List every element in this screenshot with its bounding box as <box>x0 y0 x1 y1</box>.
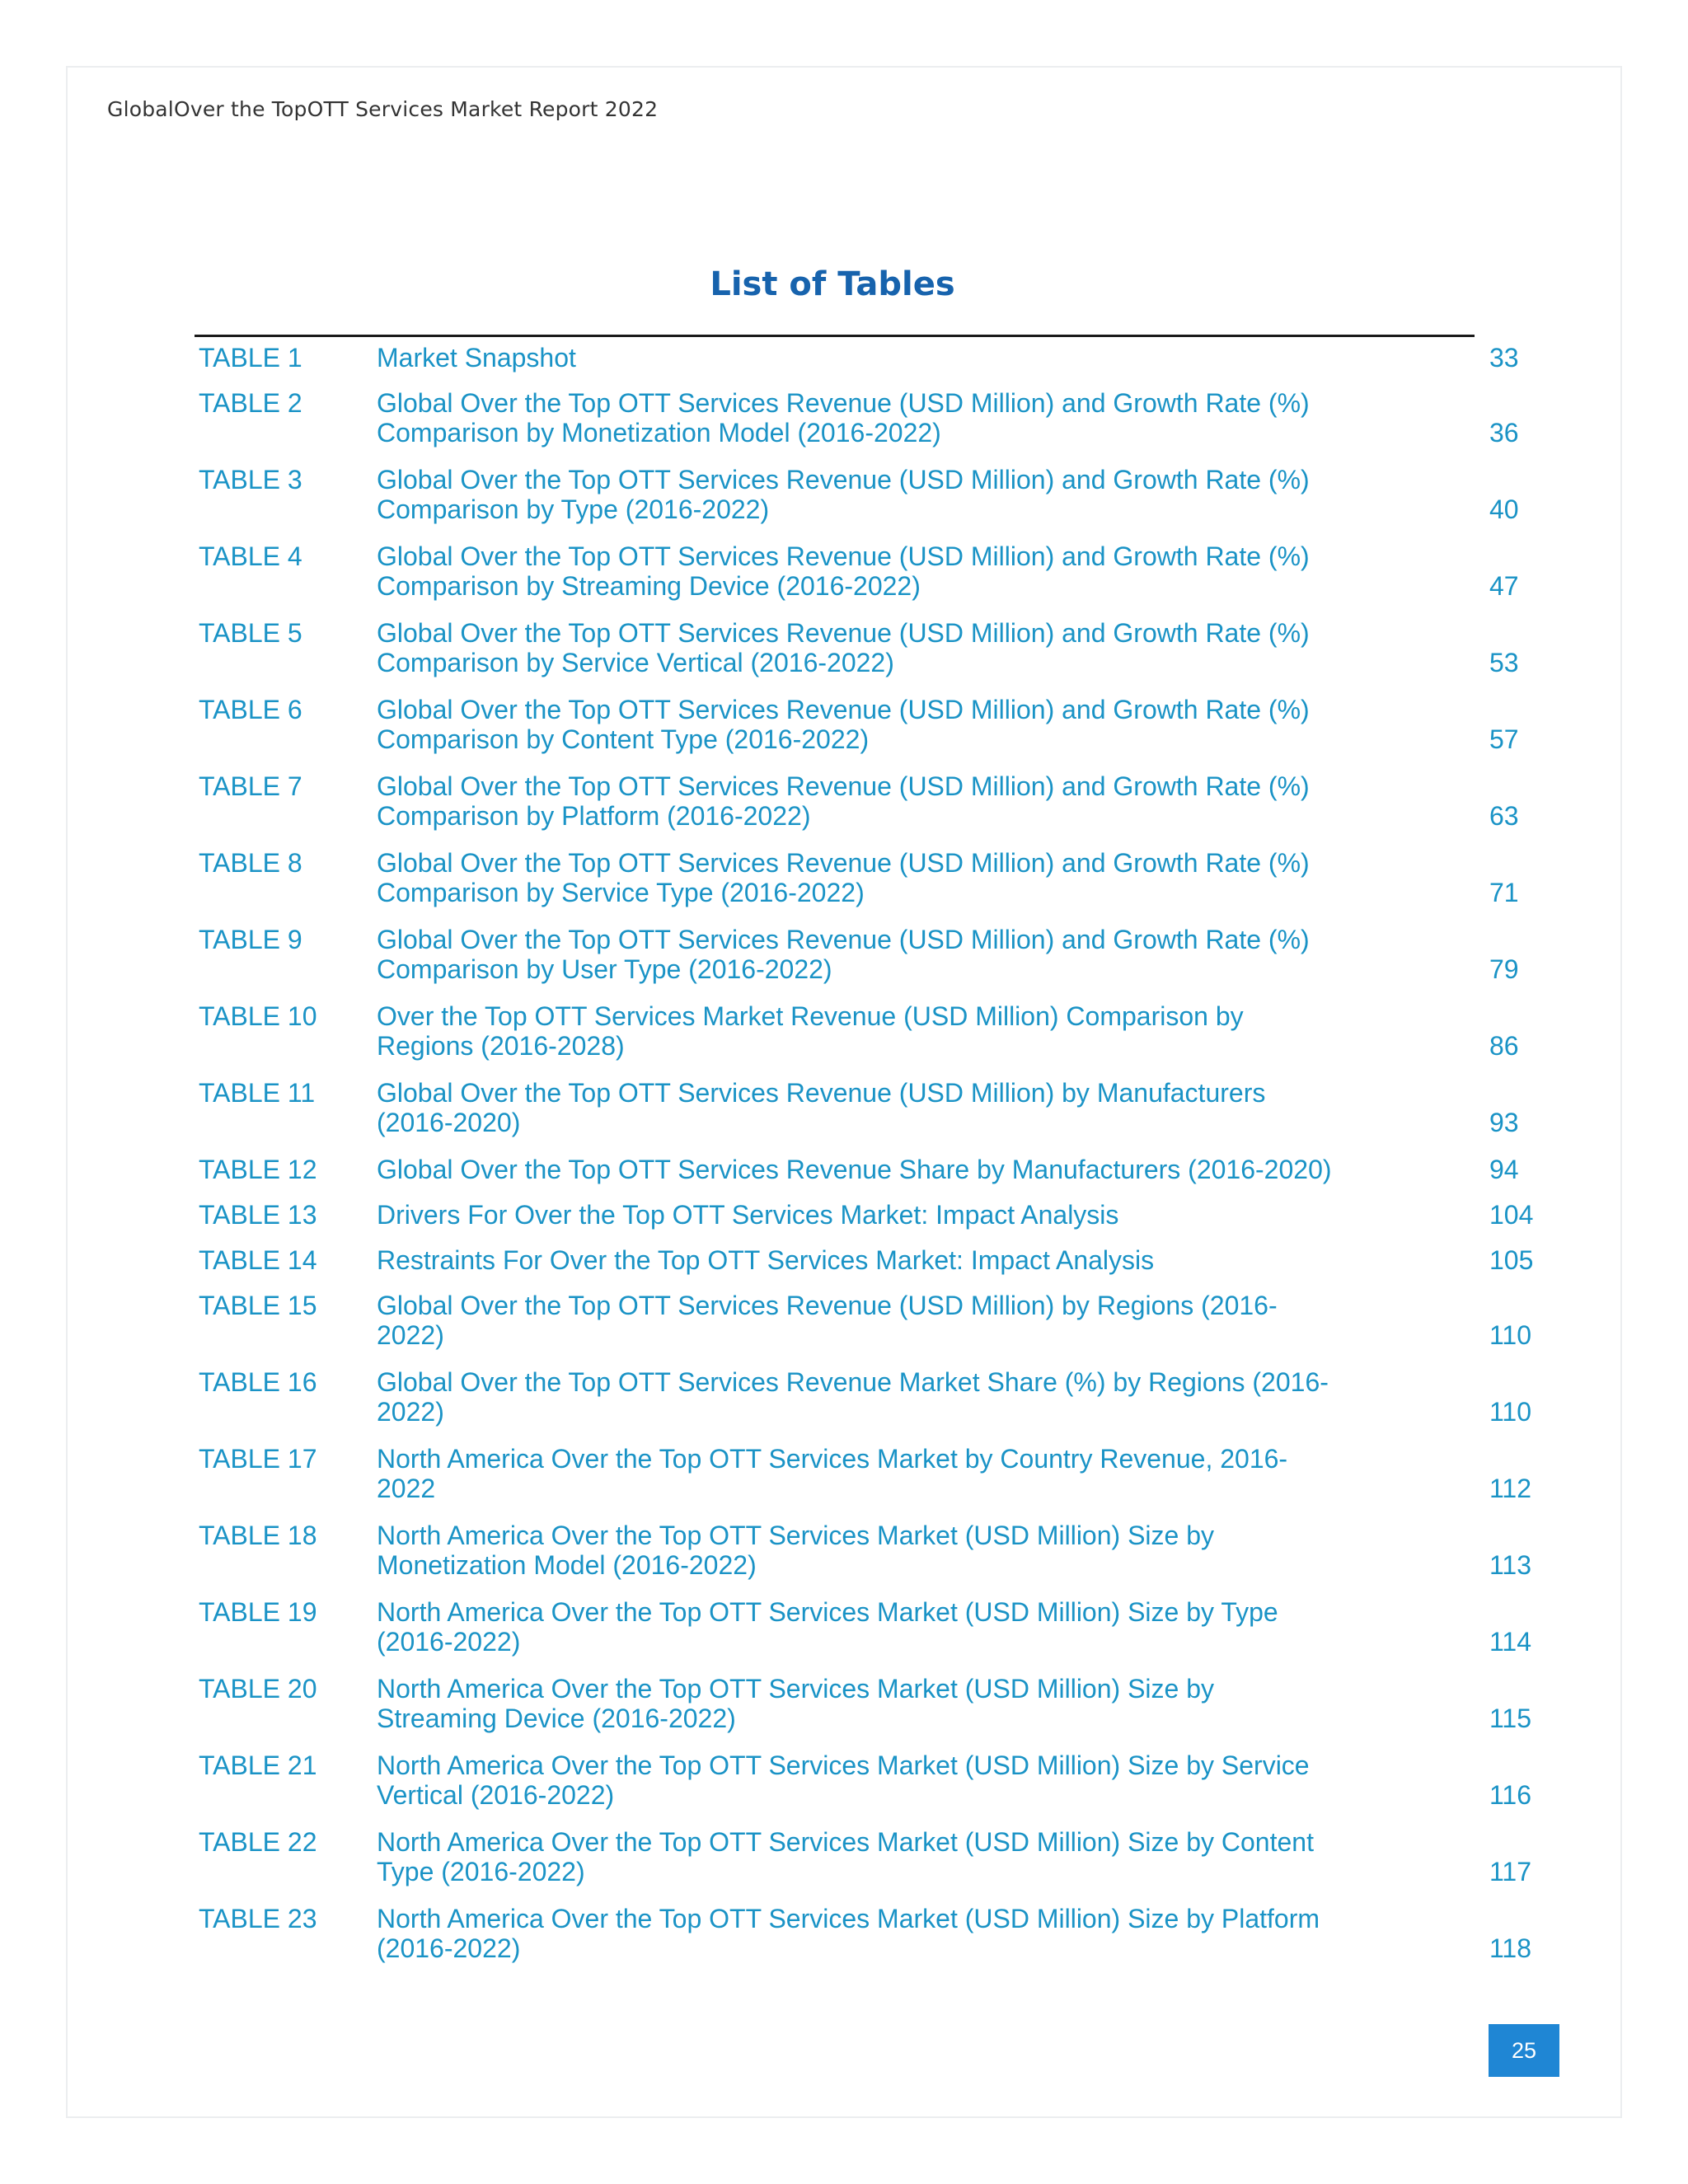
toc-entry-3[interactable] <box>0 465 1688 524</box>
toc-page-number: 113 <box>1489 1550 1532 1580</box>
toc-label: TABLE 7 <box>199 771 302 801</box>
toc-page-number: 36 <box>1489 418 1519 448</box>
toc-entry-8[interactable] <box>0 848 1688 907</box>
toc-entry-14[interactable] <box>0 1245 1688 1275</box>
toc-description: Global Over the Top OTT Services Revenue (USD Million) by Manufacturers (2016-2020) <box>377 1078 1266 1137</box>
toc-description: North America Over the Top OTT Services Market (USD Million) Size by Streaming Device (2016-2022) <box>377 1674 1214 1733</box>
toc-entry-11[interactable] <box>0 1078 1688 1137</box>
toc-entry-13[interactable] <box>0 1200 1688 1230</box>
toc-description: North America Over the Top OTT Services Market (USD Million) Size by Content Type (2016-2022) <box>377 1827 1314 1886</box>
toc-entry-5[interactable] <box>0 618 1688 677</box>
toc-entry-16[interactable] <box>0 1367 1688 1427</box>
toc-label: TABLE 4 <box>199 541 302 571</box>
toc-label: TABLE 10 <box>199 1001 317 1031</box>
toc-page-number: 40 <box>1489 494 1519 524</box>
toc-entry-10[interactable] <box>0 1001 1688 1061</box>
toc-description: North America Over the Top OTT Services Market (USD Million) Size by Service Vertical (2016-2022) <box>377 1750 1310 1810</box>
running-header: GlobalOver the TopOTT Services Market Report 2022 <box>107 97 659 121</box>
toc-entry-20[interactable] <box>0 1674 1688 1733</box>
toc-label: TABLE 19 <box>199 1597 317 1627</box>
toc-page-number: 105 <box>1489 1245 1534 1275</box>
toc-page-number: 117 <box>1489 1857 1532 1886</box>
toc-entry-9[interactable] <box>0 925 1688 984</box>
toc-page-number: 118 <box>1489 1933 1532 1963</box>
toc-label: TABLE 6 <box>199 695 302 724</box>
toc-entry-6[interactable] <box>0 695 1688 754</box>
toc-entry-23[interactable] <box>0 1904 1688 1963</box>
toc-page-number: 33 <box>1489 343 1519 373</box>
toc-page-number: 47 <box>1489 571 1519 601</box>
page-title: List of Tables <box>710 265 955 303</box>
toc-description: Restraints For Over the Top OTT Services Market: Impact Analysis <box>377 1245 1155 1275</box>
toc-page-number: 110 <box>1489 1320 1532 1350</box>
toc-entry-22[interactable] <box>0 1827 1688 1886</box>
toc-description: Drivers For Over the Top OTT Services Market: Impact Analysis <box>377 1200 1119 1230</box>
toc-label: TABLE 13 <box>199 1200 317 1230</box>
toc-label: TABLE 14 <box>199 1245 317 1275</box>
toc-label: TABLE 1 <box>199 343 302 373</box>
toc-entry-17[interactable] <box>0 1444 1688 1503</box>
toc-label: TABLE 21 <box>199 1750 317 1780</box>
toc-page-number: 110 <box>1489 1397 1532 1427</box>
toc-description: Over the Top OTT Services Market Revenue (USD Million) Comparison by Regions (2016-2028) <box>377 1001 1244 1061</box>
toc-description: Market Snapshot <box>377 343 576 373</box>
toc-description: Global Over the Top OTT Services Revenue (USD Million) and Growth Rate (%) Comparison by Service Vertical (2016-2022) <box>377 618 1310 677</box>
toc-label: TABLE 11 <box>199 1078 316 1108</box>
toc-description: North America Over the Top OTT Services Market (USD Million) Size by Platform (2016-2022) <box>377 1904 1320 1963</box>
toc-label: TABLE 9 <box>199 925 302 954</box>
toc-description: Global Over the Top OTT Services Revenue Share by Manufacturers (2016-2020) <box>377 1155 1332 1184</box>
toc-page-number: 112 <box>1489 1474 1532 1503</box>
toc-page-number: 93 <box>1489 1108 1519 1137</box>
toc-label: TABLE 20 <box>199 1674 317 1704</box>
toc-description: Global Over the Top OTT Services Revenue (USD Million) and Growth Rate (%) Comparison by Content Type (2016-2022) <box>377 695 1310 754</box>
toc-label: TABLE 16 <box>199 1367 317 1397</box>
toc-entry-7[interactable] <box>0 771 1688 831</box>
toc-description: Global Over the Top OTT Services Revenue (USD Million) and Growth Rate (%) Comparison by Monetization Model (2016-2022) <box>377 388 1310 448</box>
toc-entry-18[interactable] <box>0 1521 1688 1580</box>
toc-label: TABLE 17 <box>199 1444 317 1474</box>
toc-page-number: 115 <box>1489 1704 1532 1733</box>
toc-page-number: 53 <box>1489 648 1519 677</box>
toc-label: TABLE 3 <box>199 465 302 494</box>
toc-entry-2[interactable] <box>0 388 1688 448</box>
toc-page-number: 79 <box>1489 954 1519 984</box>
toc-page-number: 116 <box>1489 1780 1532 1810</box>
toc-entry-12[interactable] <box>0 1155 1688 1184</box>
toc-label: TABLE 23 <box>199 1904 317 1933</box>
toc-entry-19[interactable] <box>0 1597 1688 1657</box>
page-number-badge: 25 <box>1489 2024 1559 2077</box>
toc-page-number: 104 <box>1489 1200 1534 1230</box>
toc-label: TABLE 5 <box>199 618 302 648</box>
toc-page-number: 94 <box>1489 1155 1519 1184</box>
toc-label: TABLE 15 <box>199 1291 317 1320</box>
toc-label: TABLE 2 <box>199 388 302 418</box>
toc-description: Global Over the Top OTT Services Revenue Market Share (%) by Regions (2016- 2022) <box>377 1367 1329 1427</box>
toc-description: Global Over the Top OTT Services Revenue (USD Million) by Regions (2016- 2022) <box>377 1291 1278 1350</box>
toc-label: TABLE 8 <box>199 848 302 878</box>
toc-page-number: 57 <box>1489 724 1519 754</box>
toc-page-number: 114 <box>1489 1627 1532 1657</box>
toc-label: TABLE 12 <box>199 1155 317 1184</box>
toc-description: Global Over the Top OTT Services Revenue (USD Million) and Growth Rate (%) Comparison by User Type (2016-2022) <box>377 925 1310 984</box>
toc-entry-15[interactable] <box>0 1291 1688 1350</box>
toc-page-number: 86 <box>1489 1031 1519 1061</box>
toc-page-number: 71 <box>1489 878 1519 907</box>
toc-description: North America Over the Top OTT Services Market (USD Million) Size by Type (2016-2022) <box>377 1597 1278 1657</box>
toc-entry-21[interactable] <box>0 1750 1688 1810</box>
toc-description: Global Over the Top OTT Services Revenue (USD Million) and Growth Rate (%) Comparison by Streaming Device (2016-2022) <box>377 541 1310 601</box>
toc-entry-1[interactable] <box>0 343 1688 373</box>
toc-entry-4[interactable] <box>0 541 1688 601</box>
toc-description: North America Over the Top OTT Services Market (USD Million) Size by Monetization Model (2016-2022) <box>377 1521 1214 1580</box>
toc-description: North America Over the Top OTT Services Market by Country Revenue, 2016- 2022 <box>377 1444 1288 1503</box>
toc-label: TABLE 22 <box>199 1827 317 1857</box>
toc-label: TABLE 18 <box>199 1521 317 1550</box>
toc-description: Global Over the Top OTT Services Revenue (USD Million) and Growth Rate (%) Comparison by Type (2016-2022) <box>377 465 1310 524</box>
toc-page-number: 63 <box>1489 801 1519 831</box>
toc-description: Global Over the Top OTT Services Revenue (USD Million) and Growth Rate (%) Comparison by Platform (2016-2022) <box>377 771 1310 831</box>
title-rule <box>195 335 1475 337</box>
toc-description: Global Over the Top OTT Services Revenue (USD Million) and Growth Rate (%) Comparison by Service Type (2016-2022) <box>377 848 1310 907</box>
